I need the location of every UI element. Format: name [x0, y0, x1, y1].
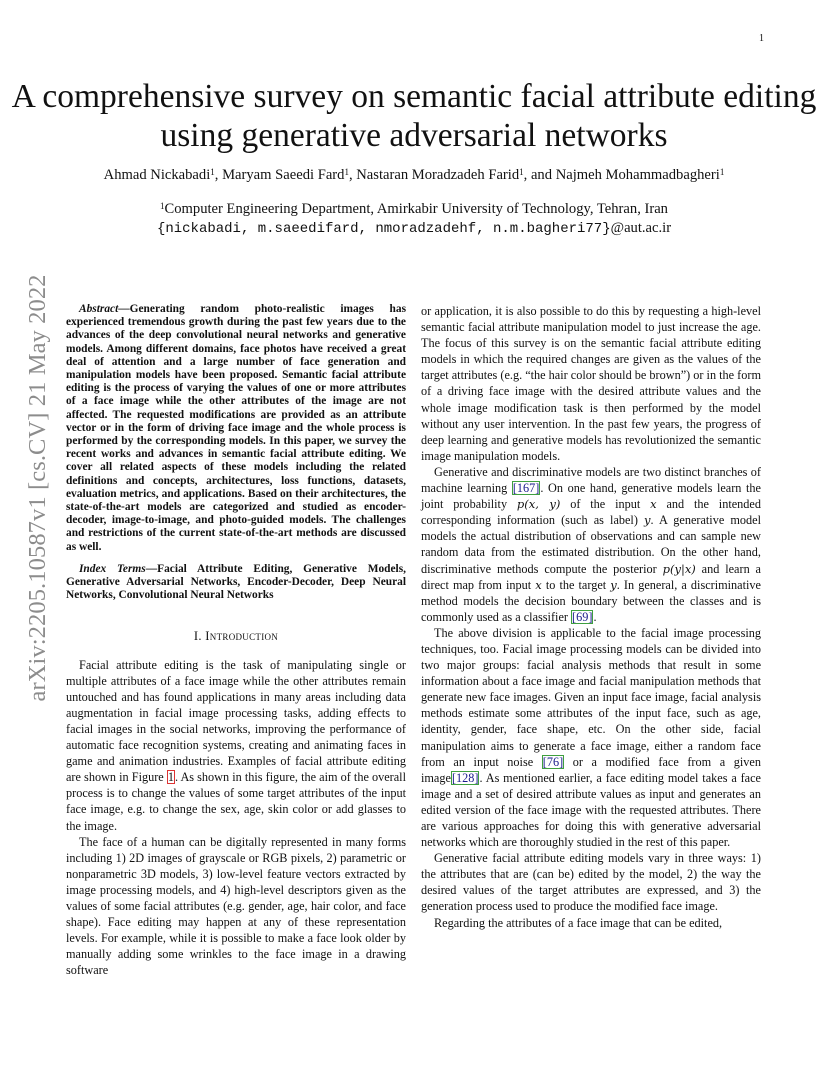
abstract [66, 303, 406, 554]
author-name: Nastaran Moradzadeh Farid [356, 167, 520, 183]
paragraph-text: of the input [560, 497, 651, 512]
intro-paragraph-1 [66, 657, 406, 834]
author-affiliation-mark: 1 [719, 167, 725, 177]
page-number: 1 [759, 33, 764, 44]
math-expression: y [644, 513, 651, 528]
right-paragraph-2 [421, 464, 761, 625]
math-expression: x [535, 577, 542, 592]
right-paragraph-5: Regarding the attributes of a face image that can be edited, [434, 915, 723, 930]
intro-paragraph-2: The face of a human can be digitally represented in many forms including 1) 2D images of grayscale or RGB pixels, 2) parametric or nonparametric 3D models, 3) low-level feature vectors extracted by image processing models, and 4) high-level descriptors given as the values of some facial attributes (e.g. gender, age, hair color, and face shape). Face editing may happen at any of these representation levels. For example, while it is possible to make a face look older by manually adding some wrinkles to the face image in a drawing software [66, 834, 406, 978]
email-domain: @aut.ac.ir [610, 220, 672, 236]
index-terms-text: —Facial Attribute Editing, Generative Models, Generative Adversarial Networks, Encoder-Decoder, Deep Neural Networks, Convolutional Neural Networks [66, 562, 406, 602]
citation-link[interactable]: [128] [451, 770, 479, 785]
paragraph-text: to the target [541, 577, 611, 592]
index-terms-label: Index Terms [79, 562, 146, 575]
right-paragraph-4: Generative facial attribute editing models vary in three ways: 1) the attributes that are (can be) edited by the model, 2) the way the desired values of the target attributes are expressed, and 3) the generation process used to produce the modified face image. [421, 851, 761, 914]
paragraph-text: and learn a direct map from input [421, 561, 761, 592]
author-affiliation-mark: 1 [344, 167, 349, 177]
right-paragraph-3 [421, 625, 761, 850]
author-emails [0, 220, 828, 237]
figure-link[interactable]: 1 [167, 770, 174, 785]
left-column [66, 303, 406, 978]
paragraph-text: . A generative model models the actual distribution of observations and can sample new random data from the estimated distribution. On the other hand, discriminative methods compute the posterior [421, 513, 761, 576]
math-expression: x [650, 497, 657, 512]
paragraph-text: Generative and discriminative models are two distinct branches of machine learning [421, 464, 761, 496]
abstract-text: —Generating random photo-realistic images has experienced tremendous growth during the past few years due to the advances of the deep convolutional neural networks and generative models. Among different domains, face photos have received a great deal of attention and a large number of face generation and manipulation models have been proposed. Semantic facial attribute editing is the process of varying the values of one or more attributes of a face image while the other attributes of the image are not affected. The requested modifications are provided as an attribute vector or in the form of driving face image and the whole process is performed by the corresponding models. In this paper, we survey the recent works and advances in semantic facial attribute editing. We cover all related aspects of these models including the related definitions and concepts, architectures, loss functions, datasets, evaluation metrics, and applications. Based on their architectures, the state-of-the-art models are categorized and studied as encoder-decoder, image-to-image, and photo-guided models. The challenges and restrictions of the current state-of-the-art methods are discussed as well. [66, 303, 406, 553]
author-list [0, 167, 828, 184]
affiliation-mark: 1 [160, 201, 165, 211]
abstract-label: Abstract [79, 303, 119, 315]
arxiv-sidebar-stamp[interactable] [20, 274, 56, 702]
author-affiliation-mark: 1 [519, 167, 524, 177]
citation-link[interactable]: [167] [512, 481, 540, 496]
author-name: Maryam Saeedi Fard [222, 167, 345, 183]
math-expression: p(x, y) [516, 497, 561, 512]
math-expression: p(y|x) [662, 561, 696, 576]
paragraph-text: . In general, a discriminative method models the decision boundary between the classes and is commonly used as a classifier [421, 577, 761, 624]
author-separator: , and [523, 167, 556, 183]
paragraph-text: . As shown in this figure, the aim of the overall process is to change the values of some target attributes of the input face image, e.g. to change the sex, age, skin color or add glasses to the image. [66, 770, 406, 833]
arxiv-identifier: arXiv:2205.10587v1 [cs.CV] 21 May 2022 [24, 274, 51, 702]
paragraph-text: The above division is applicable to the facial image processing techniques, too. Facial image processing models can be divided into two major groups: facial analysis methods that result in some information about a face image and facial manipulation methods that generate new face images. Given an input face image, facial analysis methods estimate some attributes of the input face, such as age, identity, gender, face shape, etc. On the other side, facial manipulation aims to generate a face image, either a random face from an input noise [421, 625, 761, 769]
paragraph-text: . [593, 609, 597, 624]
author-separator: , [214, 167, 223, 183]
math-expression: y [610, 577, 617, 592]
email-usernames: {nickabadi, m.saeedifard, nmoradzadehf, n.m.bagheri77} [156, 221, 611, 237]
paragraph-text: . As mentioned earlier, a face editing model takes a face image and a set of desired attribute values as input and generates an edited version of the face image with the requested attributes. There are various approaches for doing this with generative adversarial networks which are thoroughly studied in the rest of this paper. [421, 770, 761, 850]
right-column [421, 303, 761, 931]
author-separator: , [348, 167, 357, 183]
author-affiliation-mark: 1 [210, 167, 215, 177]
right-paragraph-1: or application, it is also possible to do this by requesting a high-level semantic facial attribute manipulation model to just increase the age. The focus of this survey is on the semantic facial attribute editing models in which the required changes are given as the values of the target attributes (e.g. “the hair color should be brown”) or in the form of a driving face image with the desired attribute values and the whole image modification task is then performed by the model without any user intervention. In the past few years, the progress of deep learning and generative models has revolutionized the semantic image manipulation models. [421, 304, 761, 463]
paragraph-text: Facial attribute editing is the task of manipulating single or multiple attributes of a face image while the other attributes remain untouched and has found applications in many areas including data augmentation in facial image processing tasks, adding effects to facial images in the social networks, improving the performance of automatic face recognition systems, creating and animating faces in game and animation industries. Examples of facial attribute editing are shown in Figure [66, 657, 406, 785]
author-name: Najmeh Mohammadbagheri [555, 167, 720, 183]
section-heading-introduction: I. Introduction [193, 629, 279, 644]
author-name: Ahmad Nickabadi [103, 167, 211, 183]
citation-link[interactable]: [76] [542, 754, 564, 769]
paper-title: A comprehensive survey on semantic facial attribute editing using generative adversarial networks [11, 78, 817, 154]
paragraph-text: and the intended corresponding information (such as label) [421, 497, 761, 528]
paragraph-text: . On one hand, generative models learn the joint probability [421, 481, 761, 512]
index-terms [66, 563, 406, 603]
affiliation-text: Computer Engineering Department, Amirkabir University of Technology, Tehran, Iran [164, 201, 668, 217]
citation-link[interactable]: [69] [572, 609, 593, 624]
affiliation [0, 201, 828, 218]
paragraph-text: or a modified face from a given image [421, 754, 761, 785]
